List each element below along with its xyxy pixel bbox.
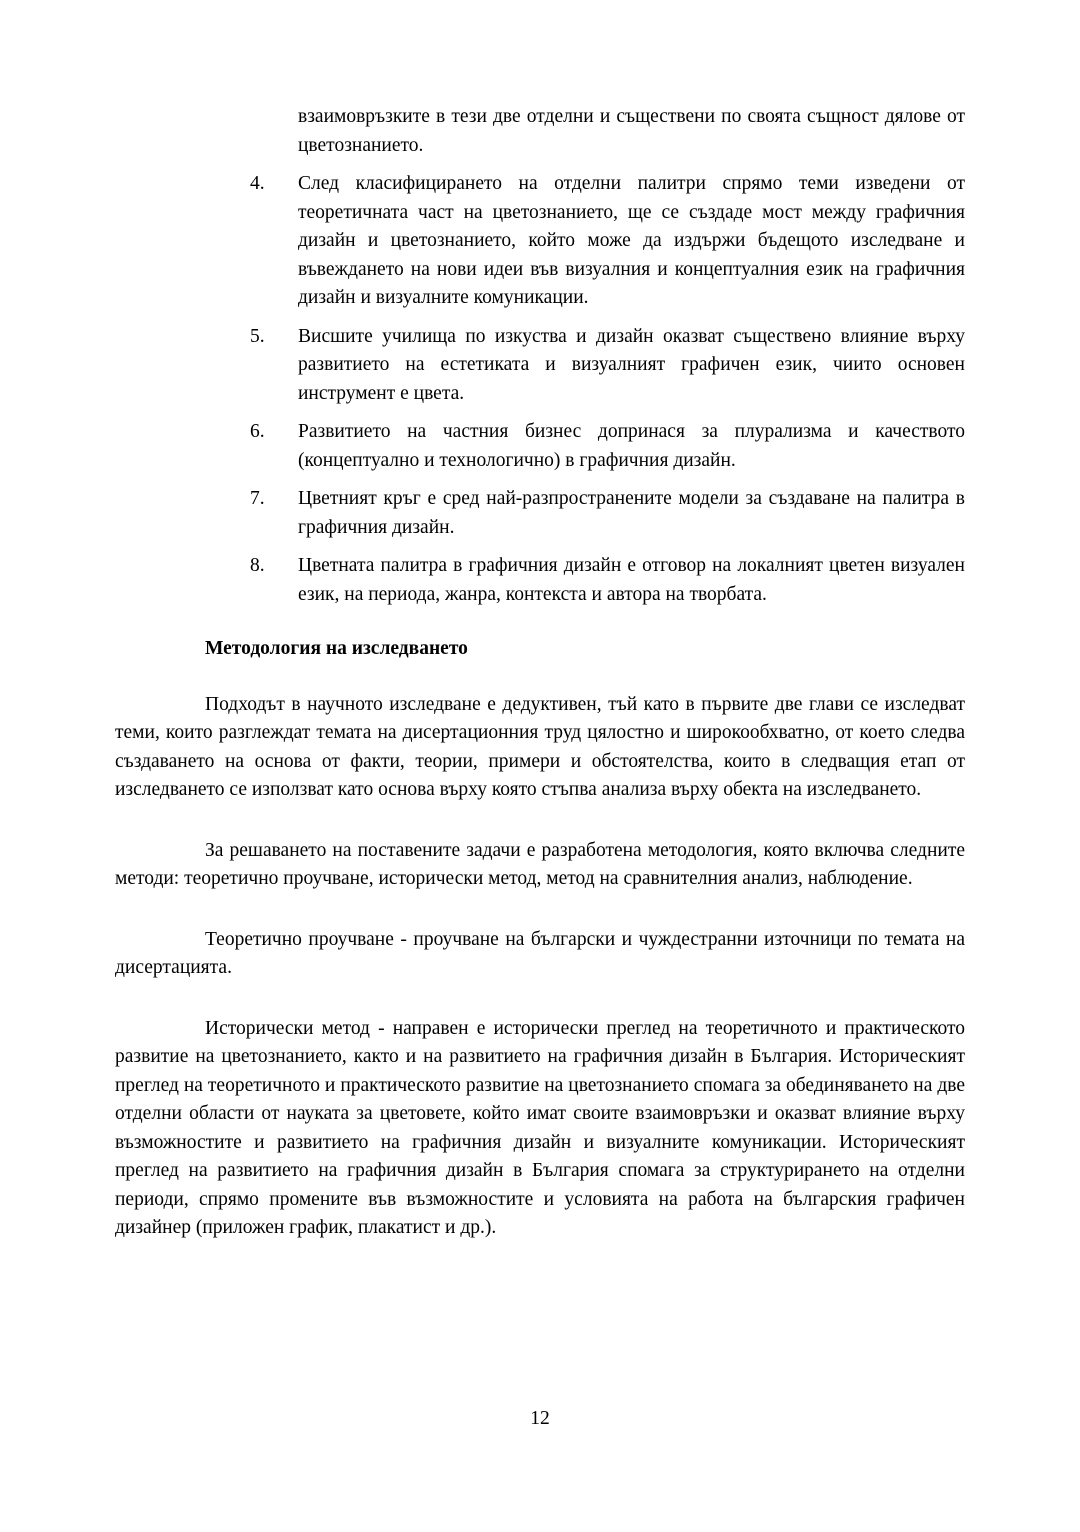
body-paragraph: Теоретично проучване - проучване на български и чуждестранни източници по темата на дисертацията.: [115, 928, 965, 978]
list-item-8: [115, 552, 965, 609]
list-item-7: [115, 485, 965, 542]
list-item-5: [115, 323, 965, 409]
list-item-number: 8.: [250, 555, 265, 576]
list-item-3-continuation: взаимовръзките в тези две отделни и съществени по своята същност дялове от цветознанието.: [298, 106, 965, 156]
list-item-number: 6.: [250, 421, 265, 442]
list-item-text: Висшите училища по изкуства и дизайн оказват съществено влияние върху развитието на естетиката и визуалният графичен език, чиито основен инструмент е цвета.: [298, 325, 965, 404]
list-item-text: Развитието на частния бизнес допринася за плурализма и качеството (концептуално и технологично) в графичния дизайн.: [298, 421, 965, 471]
page-content: [115, 103, 965, 1243]
body-paragraph: Подходът в научното изследване е дедуктивен, тъй като в първите две глави се изследват теми, които разглеждат темата на дисертационния труд цялостно и широкообхватно, от което следва създаването на основа от факти, теории, примери и обстоятелства, които в следващия етап от изследването се използват като основа върху която стъпва анализа върху обекта на изследването.: [115, 693, 965, 800]
body-paragraph: Исторически метод - направен е исторически преглед на теоретичното и практическото развитие на цветознанието, както и на развитието на графичния дизайн в България. Историческият преглед на теоретичното и практическото развитие на цветознанието спомага за обединяването на две отделни области от науката за цветовете, който имат своите взаимовръзки и оказват влияние върху възможностите и развитието на графичния дизайн и визуалните комуникации. Историческият преглед на развитието на графичния дизайн в България спомага за структурирането на отделни периоди, спрямо промените във възможностите и условията на работа на българския графичен дизайнер (приложен график, плакатист и др.).: [115, 1017, 965, 1238]
section-heading: Методология на изследването: [205, 638, 468, 659]
body-paragraph: За решаването на поставените задачи е разработена методология, която включва следните методи: теоретично проучване, исторически метод, метод на сравнителния анализ, наблюдение.: [115, 839, 965, 889]
list-item-number: 4.: [250, 173, 265, 194]
list-item-text: След класифицирането на отделни палитри спрямо теми изведени от теоретичната част на цветознанието, ще се създаде мост между графичния дизайн и цветознанието, който може да издържи бъдещото изследване и въвеждането на нови идеи във визуалния и концептуалния език на графичния дизайн и визуалните комуникации.: [298, 173, 965, 308]
list-item-number: 5.: [250, 325, 265, 347]
page-number: 12: [530, 1408, 550, 1429]
list-item-4: [115, 170, 965, 313]
list-item-text: Цветният кръг е сред най-разпространените модели за създаване на палитра в графичния дизайн.: [298, 488, 965, 538]
list-item-6: [115, 418, 965, 475]
list-item-text: Цветната палитра в графичния дизайн е отговор на локалният цветен визуален език, на периода, жанра, контекста и автора на творбата.: [298, 555, 965, 605]
list-item-number: 7.: [250, 488, 265, 509]
